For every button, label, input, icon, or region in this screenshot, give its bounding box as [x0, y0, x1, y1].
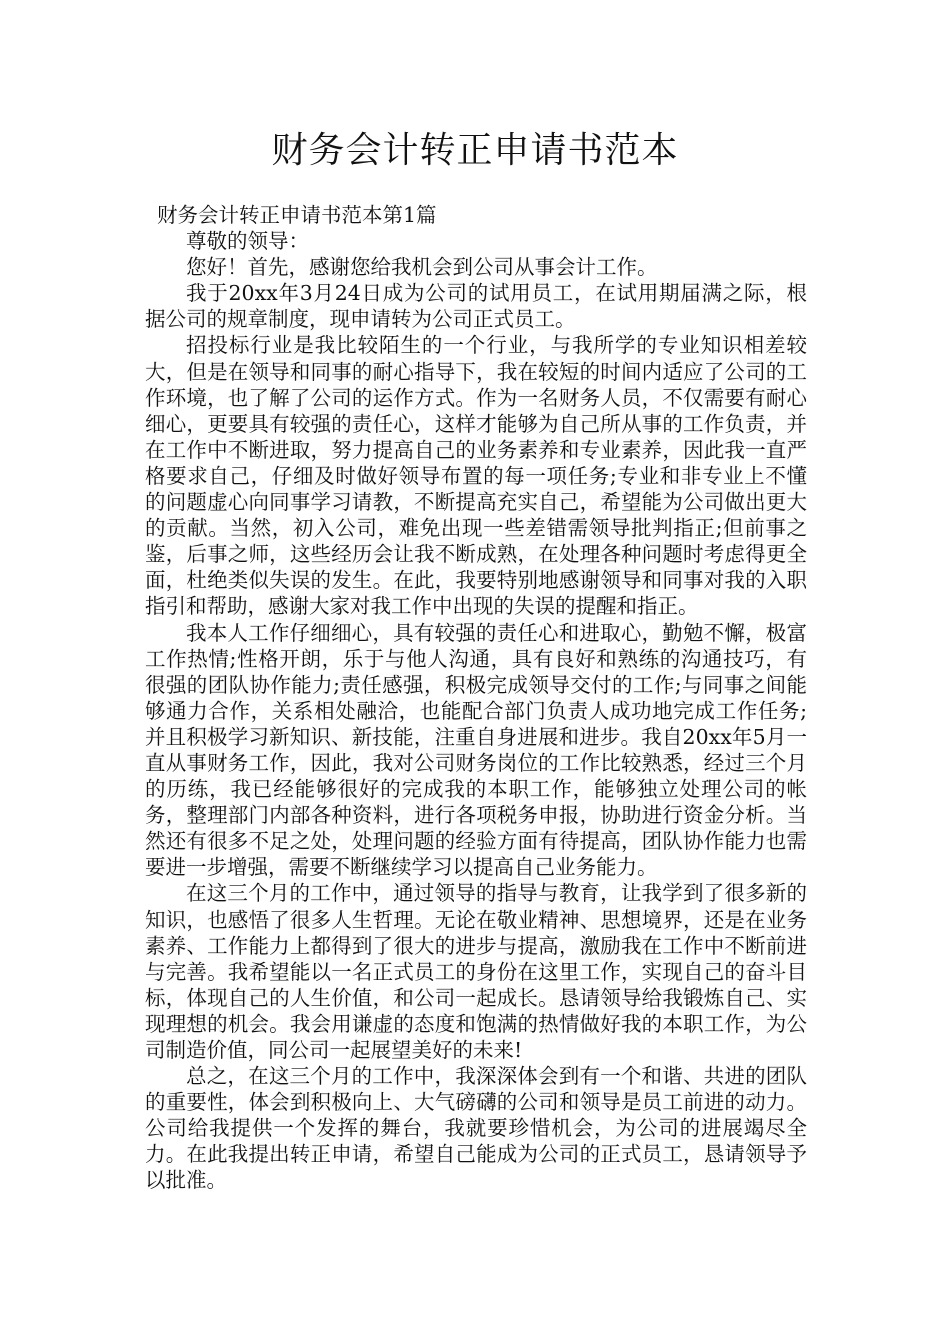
salutation: 尊敬的领导：	[186, 229, 309, 254]
paragraph-greeting: 您好！首先，感谢您给我机会到公司从事会计工作。	[186, 255, 658, 280]
paragraph-self-assessment: 我本人工作仔细细心，具有较强的责任心和进取心，勤勉不懈，极富工作热情;性格开朗，乐于与他人沟通，具有良好和熟练的沟通技巧，有很强的团队协作能力;责任感强，积极完成领导交付的工作;与同事之间能够通力合作，关系相处融洽，也能配合部门负责人成功地完成工作任务;并且积极学习新知识、新技能，注重自身进展和进步。我自20xx年5月一直从事财务工作，因此，我对公司财务岗位的工作比较熟悉，经过三个月的历练，我已经能够很好的完成我的本职工作，能够独立处理公司的帐务，整理部门内部各种资料，进行各项税务申报，协助进行资金分析。当然还有很多不足之处，处理问题的经验方面有待提高，团队协作能力也需要进一步增强，需要不断继续学习以提高自己业务能力。	[145, 620, 807, 880]
paragraph-growth: 在这三个月的工作中，通过领导的指导与教育，让我学到了很多新的知识，也感悟了很多人生哲理。无论在敬业精神、思想境界，还是在业务素养、工作能力上都得到了很大的进步与提高，激励我在工作中不断前进与完善。我希望能以一名正式员工的身份在这里工作，实现自己的奋斗目标，体现自己的人生价值，和公司一起成长。恳请领导给我锻炼自己、实现理想的机会。我会用谦虚的态度和饱满的热情做好我的本职工作，为公司制造价值，同公司一起展望美好的未来!	[145, 881, 807, 1062]
paragraph-probation: 我于20xx年3月24日成为公司的试用员工，在试用期届满之际，根据公司的规章制度，现申请转为公司正式员工。	[145, 281, 807, 332]
document-subtitle: 财务会计转正申请书范本第1篇	[157, 203, 437, 227]
document-body	[145, 202, 807, 1194]
paragraph-conclusion: 总之，在这三个月的工作中，我深深体会到有一个和谐、共进的团队的重要性，体会到积极向上、大气磅礴的公司和领导是员工前进的动力。公司给我提供一个发挥的舞台，我就要珍惜机会，为公司的进展竭尽全力。在此我提出转正申请，希望自己能成为公司的正式员工，恳请领导予以批准。	[145, 1064, 807, 1193]
document-title: 财务会计转正申请书范本	[271, 130, 679, 171]
paragraph-adaptation: 招投标行业是我比较陌生的一个行业，与我所学的专业知识相差较大，但是在领导和同事的耐心指导下，我在较短的时间内适应了公司的工作环境，也了解了公司的运作方式。作为一名财务人员，不仅需要有耐心细心，更要具有较强的责任心，这样才能够为自己所从事的工作负责，并在工作中不断进取，努力提高自己的业务素养和专业素养，因此我一直严格要求自己，仔细及时做好领导布置的每一项任务;专业和非专业上不懂的问题虚心向同事学习请教，不断提高充实自己，希望能为公司做出更大的贡献。当然，初入公司，难免出现一些差错需领导批判指正;但前事之鉴，后事之师，这些经历会让我不断成熟，在处理各种问题时考虑得更全面，杜绝类似失误的发生。在此，我要特别地感谢领导和同事对我的入职指引和帮助，感谢大家对我工作中出现的失误的提醒和指正。	[145, 333, 807, 619]
